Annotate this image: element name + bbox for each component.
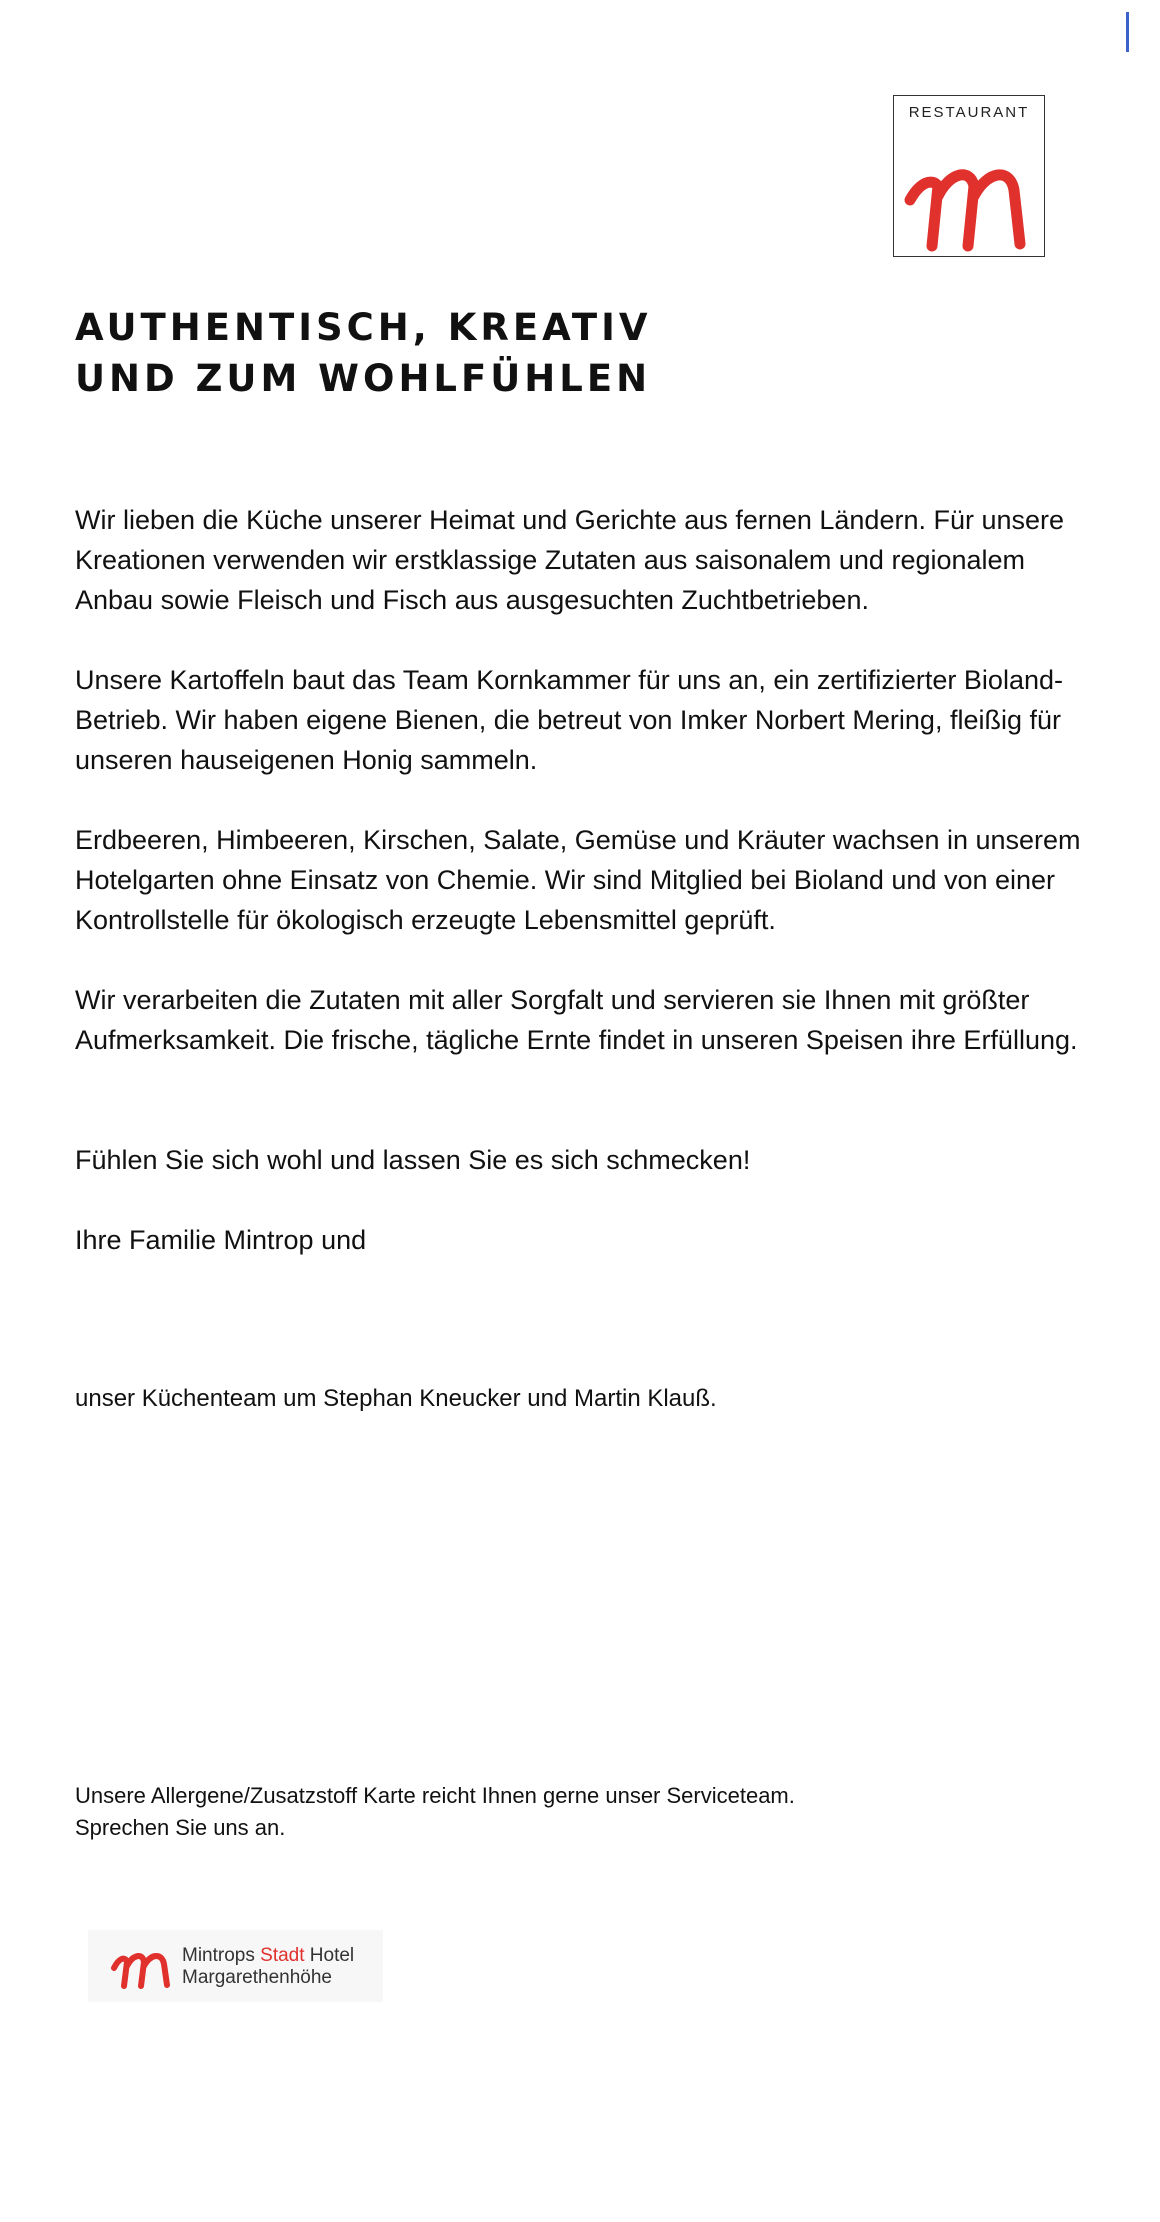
kitchen-team-line: unser Küchenteam um Stephan Kneucker und Martin Klauß.: [75, 1385, 717, 1412]
potatoes-bees-paragraph: Unsere Kartoffeln baut das Team Kornkammer für uns an, ein zertifizierter Bioland-Betrieb. Wir haben eigene Bienen, die betreut von Imker Norbert Mering, fleißig für unseren hauseigenen Honig sammeln.: [75, 665, 1063, 775]
care-paragraph: Wir verarbeiten die Zutaten mit aller Sorgfalt und servieren sie Ihnen mit größter Aufmerksamkeit. Die frische, tägliche Ernte findet in unseren Speisen ihre Erfüllung.: [75, 985, 1078, 1055]
hotel-location: Margarethenhöhe: [182, 1967, 332, 1988]
hotel-name-part-2: Hotel: [304, 1945, 355, 1966]
restaurant-logo: [893, 95, 1045, 257]
headline-line-1: AUTHENTISCH, KREATIV: [75, 306, 652, 349]
restaurant-m-icon: [902, 138, 1038, 253]
allergen-note: [75, 1780, 795, 1844]
page-edge-marker: [1126, 12, 1129, 52]
hotel-logo-text: [182, 1945, 354, 1989]
hotel-logo: [88, 1930, 383, 2002]
enjoy-line: Fühlen Sie sich wohl und lassen Sie es sich schmecken!: [75, 1145, 751, 1175]
hotel-name-accent: Stadt: [260, 1945, 305, 1966]
headline-line-2: UND ZUM WOHLFÜHLEN: [75, 357, 652, 400]
hotel-name-part-1: Mintrops: [182, 1945, 261, 1966]
family-signoff: Ihre Familie Mintrop und: [75, 1225, 367, 1255]
hotel-name: [182, 1945, 354, 1967]
restaurant-logo-label: RESTAURANT: [908, 104, 1030, 121]
hotel-m-icon: [110, 1944, 174, 1990]
allergen-note-line-2: Sprechen Sie uns an.: [75, 1815, 286, 1840]
page-headline: [75, 302, 652, 404]
allergen-note-line-1: Unsere Allergene/Zusatzstoff Karte reicht Ihnen gerne unser Serviceteam.: [75, 1783, 795, 1808]
intro-paragraph: Wir lieben die Küche unserer Heimat und Gerichte aus fernen Ländern. Für unsere Kreationen verwenden wir erstklassige Zutaten aus saisonalem und regionalem Anbau sowie Fleisch und Fisch aus ausgesuchten Zuchtbetrieben.: [75, 505, 1065, 615]
hotel-garden-paragraph: Erdbeeren, Himbeeren, Kirschen, Salate, Gemüse und Kräuter wachsen in unserem Hotelgarten ohne Einsatz von Chemie. Wir sind Mitglied bei Bioland und von einer Kontrollstelle für ökologisch erzeugte Lebensmittel geprüft.: [75, 825, 1081, 935]
